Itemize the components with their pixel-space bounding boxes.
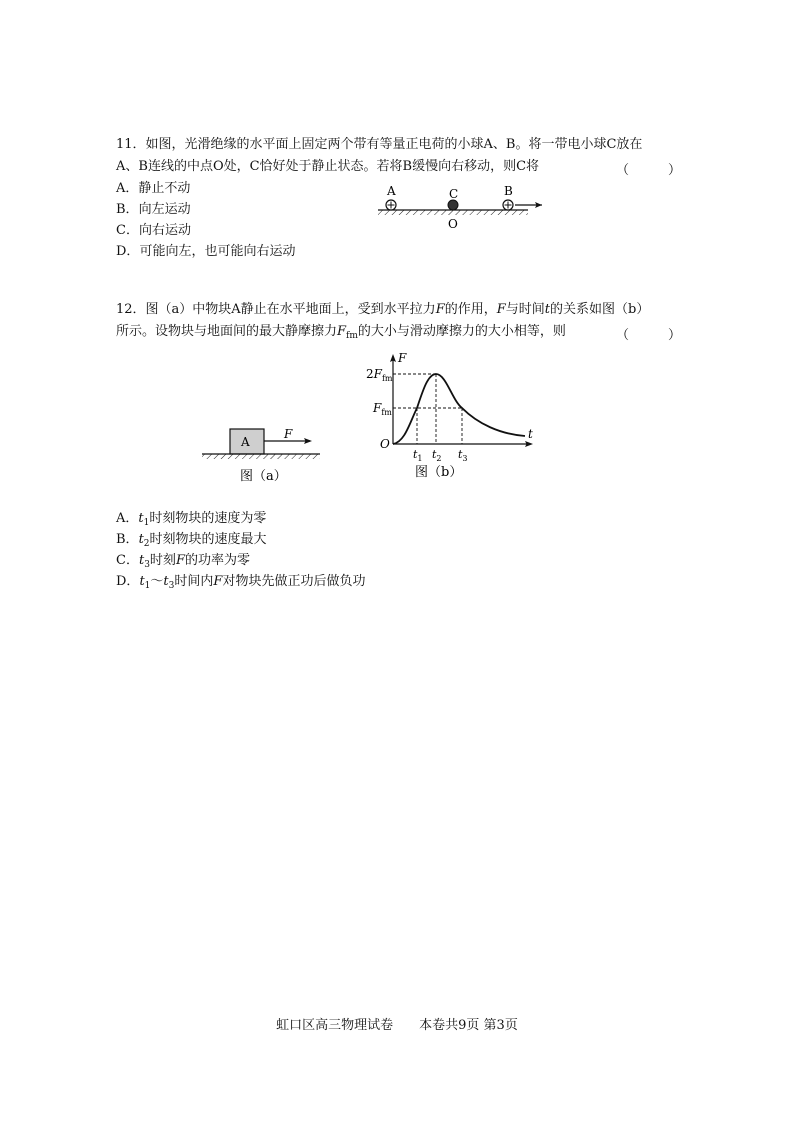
ball-a: [386, 200, 396, 210]
q12-option-b: B．$t_2$时刻物块的速度最大: [116, 532, 267, 549]
q12-figure-b: [360, 352, 540, 482]
caption-a: 图（a）: [240, 469, 287, 484]
page-footer: 虹口区高三物理试卷 本卷共9页 第3页: [276, 1018, 518, 1033]
ball-c: [448, 200, 458, 210]
q12-line-2: 所示。设物块与地面间的最大静摩擦力$F_{fm}$的大小与滑动摩擦力的大小相等，则: [116, 324, 566, 341]
x-tick-t1: $t_1$: [413, 448, 423, 463]
guide-lines: [393, 374, 462, 444]
q12-option-d: D．$t_1\sim t_3$时间内F对物块先做正功后做负功: [116, 574, 366, 591]
x-tick-t3: $t_3$: [458, 448, 468, 463]
x-axis: [393, 441, 533, 447]
y-tick-2ffm: $2F_{fm}$: [366, 367, 393, 383]
q12-option-c: C．$t_3$时刻F的功率为零: [116, 553, 250, 570]
q12-line-1: 12．图（a）中物块A静止在水平地面上，受到水平拉力F的作用，F与时间t的关系如图（b）: [116, 302, 650, 317]
y-axis-label: F: [398, 352, 407, 365]
force-label: F: [284, 427, 293, 441]
q12-figure-a: [198, 418, 326, 488]
q12-option-a: A．$t_1$时刻物块的速度为零: [116, 511, 267, 528]
q11-option-d: D．可能向左，也可能向右运动: [116, 244, 296, 259]
ground-hatch-a: [202, 454, 320, 459]
x-tick-t2: $t_2$: [432, 448, 442, 463]
x-axis-label: t: [528, 427, 533, 441]
ground-hatch: [378, 210, 528, 215]
ball-b: [503, 200, 513, 210]
label-b: B: [504, 184, 513, 198]
q11-line-1: [116, 137, 642, 153]
block-a-label: A: [241, 435, 250, 449]
q11-stem-line2: A、B连线的中点O处，C恰好处于静止状态。若将B缓慢向右移动，则C将: [116, 159, 540, 174]
q12-answer-paren: （ ）: [616, 328, 682, 343]
caption-b: 图（b）: [415, 465, 463, 480]
label-c: C: [449, 187, 459, 201]
q11-option-b: B．向左运动: [116, 202, 191, 217]
y-tick-ffm: $F_{fm}$: [373, 401, 392, 417]
q11-stem-line1: 如图，光滑绝缘的水平面上固定两个带有等量正电荷的小球A、B。将一带电小球C放在: [145, 137, 643, 152]
arrow-right: [515, 202, 542, 208]
origin-label: O: [380, 437, 390, 451]
q11-number: 11．: [116, 137, 146, 152]
force-curve: [393, 374, 525, 444]
q11-option-a: A．静止不动: [116, 181, 191, 196]
q11-line-2: [116, 159, 539, 175]
label-o: O: [448, 217, 458, 231]
label-a: A: [387, 184, 396, 198]
q11-option-c: C．向右运动: [116, 223, 191, 238]
q11-answer-paren: （ ）: [616, 163, 682, 178]
q11-figure: [370, 180, 560, 236]
q12-number: 12．: [116, 302, 146, 317]
y-axis: [390, 354, 396, 444]
